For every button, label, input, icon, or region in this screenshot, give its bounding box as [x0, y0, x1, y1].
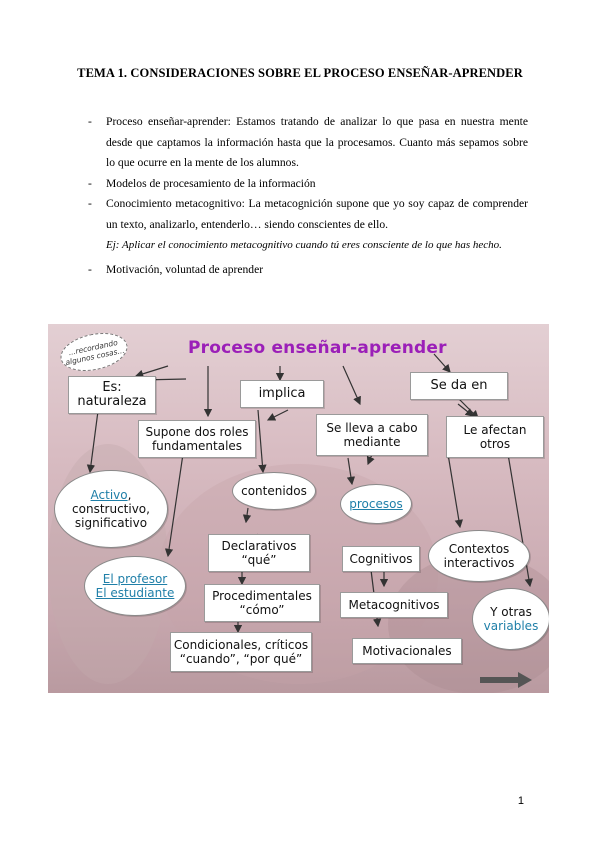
node-text-activo: Activo	[90, 488, 128, 502]
node-text: Y otras	[490, 605, 532, 619]
node-text: “qué”	[241, 553, 277, 567]
node-condicionales	[170, 632, 312, 672]
node-contextos-interactivos	[428, 530, 530, 582]
bullet-list	[88, 112, 528, 280]
next-arrow-icon[interactable]	[480, 672, 532, 688]
node-text: El estudiante	[95, 586, 175, 600]
node-text: Declarativos	[221, 539, 297, 553]
list-item	[88, 260, 528, 281]
node-text: fundamentales	[151, 439, 243, 453]
list-item	[88, 174, 528, 195]
node-declarativos	[208, 534, 310, 572]
bullet-text: Proceso enseñar-aprender: Estamos tratando de analizar lo que pasa en nuestra mente desde que captamos la información hasta que la procesamos. Cuanto más sepamos sobre lo que ocurre en la mente de los alumnos.	[106, 115, 528, 169]
node-text: procesos	[349, 497, 403, 511]
bullet-text: Motivación, voluntad de aprender	[106, 262, 264, 276]
node-roles-profesor-estudiante	[84, 556, 186, 616]
node-procesos	[340, 484, 412, 524]
node-text: Motivacionales	[362, 644, 452, 658]
node-text: Le afectan	[463, 423, 527, 437]
node-implica	[240, 380, 324, 408]
bullet-text: Conocimiento metacognitivo: La metacognición supone que yo soy capaz de comprender un texto, analizarlo, entenderlo… siendo conscientes de ello.	[106, 197, 528, 231]
node-text: significativo	[74, 516, 148, 530]
node-text: constructivo,	[72, 502, 150, 516]
node-text: contenidos	[241, 484, 307, 498]
concept-map-slide	[48, 324, 549, 693]
node-text: Metacognitivos	[348, 598, 440, 612]
node-metacognitivos	[340, 592, 448, 618]
node-text: “cuando”, “por qué”	[179, 652, 303, 666]
bullet-text: Modelos de procesamiento de la información	[106, 176, 316, 190]
node-es-naturaleza	[68, 376, 156, 414]
node-text: mediante	[343, 435, 401, 449]
node-text	[91, 488, 132, 502]
node-activo-constructivo	[54, 470, 168, 548]
node-text: El profesor	[102, 572, 168, 586]
node-se-lleva-a-cabo	[316, 414, 428, 456]
node-motivacionales	[352, 638, 462, 664]
node-se-da-en	[410, 372, 508, 400]
node-text: Procedimentales	[212, 589, 312, 603]
node-text: naturaleza	[77, 394, 147, 409]
node-text: interactivos	[443, 556, 515, 570]
node-procedimentales	[204, 584, 320, 622]
node-text: ,	[127, 488, 132, 502]
node-text: otros	[479, 437, 511, 451]
slide-title: Proceso enseñar-aprender	[188, 338, 447, 358]
node-text: Se da en	[430, 378, 488, 393]
node-supone-roles	[138, 420, 256, 458]
recordando-badge: ...recordando algunos cosas...	[57, 327, 131, 376]
list-item	[88, 112, 528, 174]
page-number: 1	[517, 795, 524, 807]
node-le-afectan-otros	[446, 416, 544, 458]
node-text: variables	[483, 619, 539, 633]
list-item	[88, 194, 528, 256]
node-cognitivos	[342, 546, 420, 572]
node-y-otras-variables	[472, 588, 549, 650]
node-text: Supone dos roles	[145, 425, 249, 439]
node-text: implica	[258, 386, 306, 401]
node-text: “cómo”	[239, 603, 285, 617]
example-text: Ej: Aplicar el conocimiento metacognitivo cuando tú eres consciente de lo que has hecho.	[106, 239, 502, 251]
node-text: Es:	[102, 380, 122, 395]
node-contenidos	[232, 472, 316, 510]
bullet-dash: -	[88, 262, 92, 276]
node-text: Cognitivos	[349, 552, 413, 566]
document-title: TEMA 1. CONSIDERACIONES SOBRE EL PROCESO ENSEÑAR-APRENDER	[77, 66, 523, 80]
bullet-dash: -	[88, 115, 92, 128]
node-text: Contextos	[448, 542, 510, 556]
bullet-dash: -	[88, 197, 92, 210]
node-text: Se lleva a cabo	[326, 421, 418, 435]
node-text: Condicionales, críticos	[173, 638, 309, 652]
bullet-dash: -	[88, 176, 92, 190]
